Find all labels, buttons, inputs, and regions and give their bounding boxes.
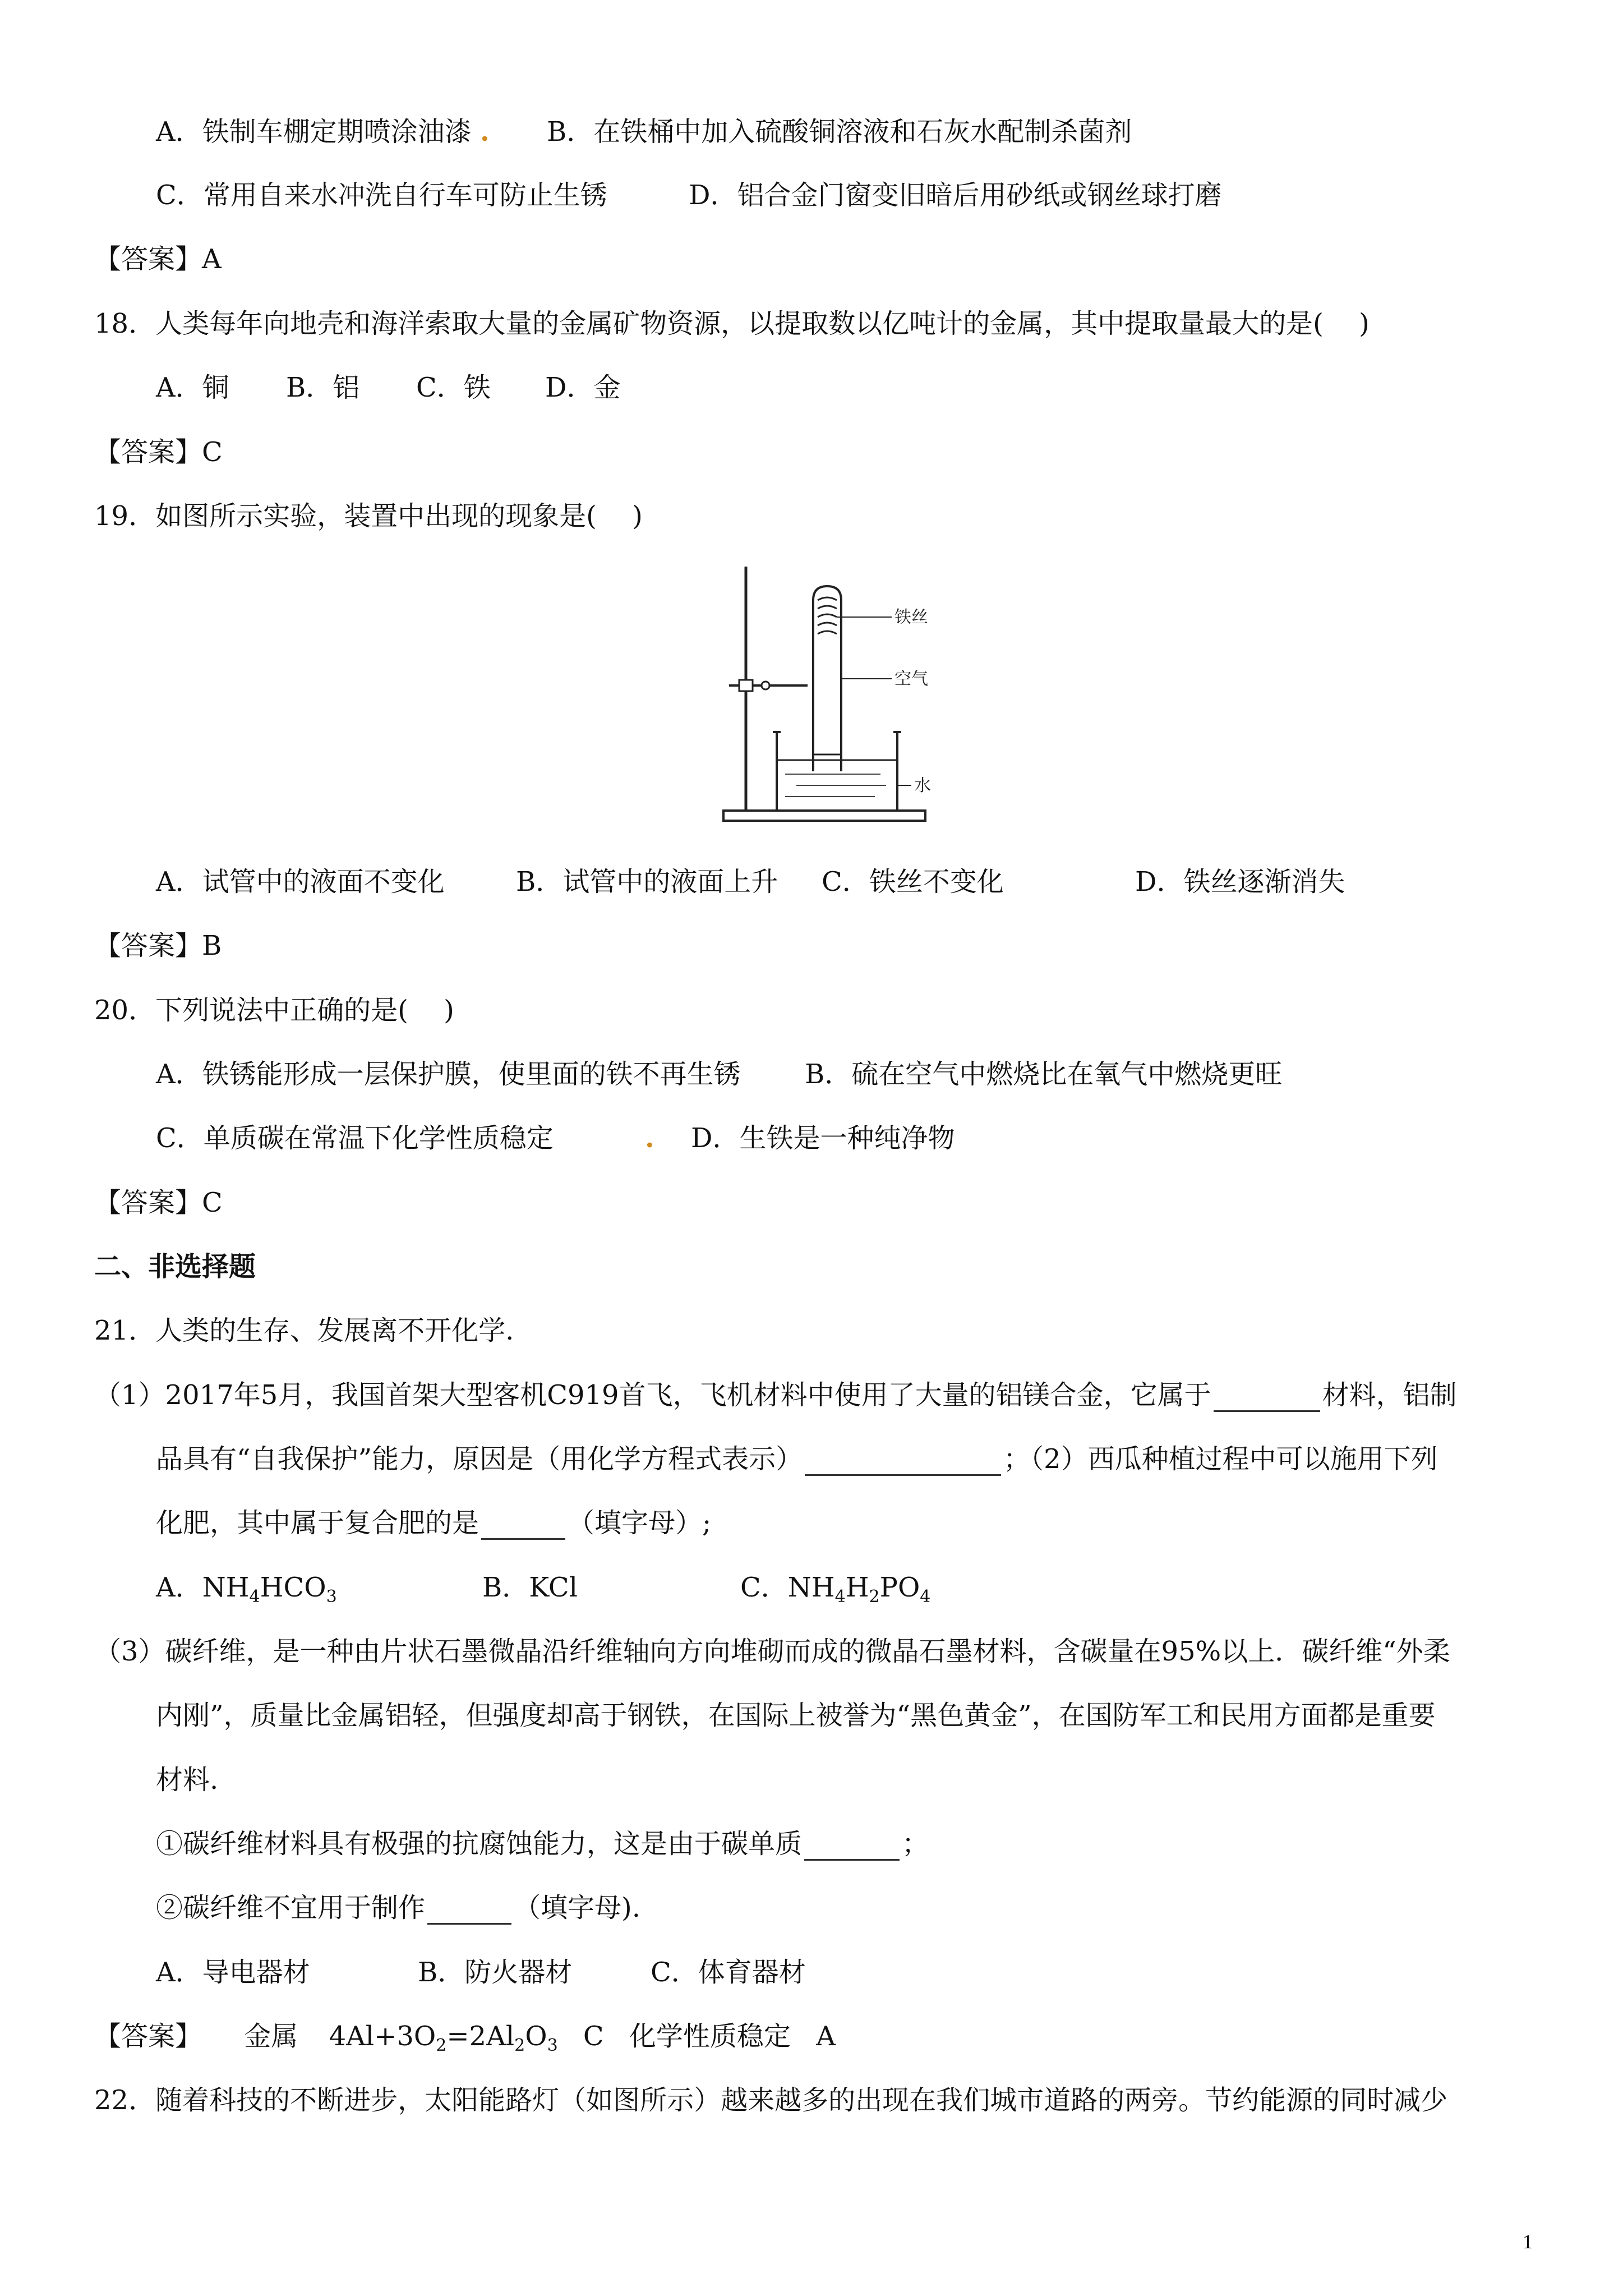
q18-option-d: D．金 [545, 372, 621, 403]
q21-option-a: A．$NH_4HCO_3$ [156, 1572, 337, 1607]
q22-stem: 22．随着科技的不断进步，太阳能路灯（如图所示）越来越多的出现在我们城市道路的两旁。节约能源的同时减少 [94, 2085, 1448, 2116]
q18-option-b: B．铝 [286, 372, 360, 403]
q20-option-d: D．生铁是一种纯净物 [691, 1122, 955, 1154]
q17-option-c: C．常用自来水冲洗自行车可防止生锈 [156, 180, 607, 211]
q21-answer: 【答案】 金属 $4Al+3O_2=2Al_2O_3$ C 化学性质稳定 A [94, 2021, 836, 2055]
answer-blank[interactable] [481, 1513, 565, 1540]
q17-answer: 【答案】A [94, 243, 222, 275]
figure-label-air: 空气 [895, 669, 928, 689]
q17-option-d: D．铝合金门窗变旧暗后用砂纸或钢丝球打磨 [689, 180, 1222, 211]
q21-option-c: C．$NH_4H_2PO_4$ [740, 1572, 931, 1607]
q18-option-c: C．铁 [416, 372, 491, 403]
q21-part1-line2: 品具有“自我保护”能力，原因是（用化学方程式表示） ；（2）西瓜种植过程中可以施用下列 [156, 1443, 1438, 1475]
q18-answer: 【答案】C [94, 436, 223, 468]
q21-part3-subq1: ①碳纤维材料具有极强的抗腐蚀能力，这是由于碳单质 ； [156, 1828, 929, 1860]
q18-stem: 18．人类每年向地壳和海洋索取大量的金属矿物资源，以提取数以亿吨计的金属，其中提取量最大的是( ) [94, 308, 1370, 339]
q21-part3-line2: 内刚”，质量比金属铝轻，但强度却高于钢铁，在国际上被誉为“黑色黄金”，在国防军工和民用方面都是重要 [156, 1700, 1436, 1731]
q20-option-c: C．单质碳在常温下化学性质稳定 [156, 1122, 554, 1154]
q19-option-d: D．铁丝逐渐消失 [1135, 866, 1345, 898]
figure-label-iron-wire: 铁丝 [895, 608, 928, 627]
q19-option-b: B．试管中的液面上升 [516, 866, 778, 898]
q17-option-b: B．在铁桶中加入硫酸铜溶液和石灰水配制杀菌剂 [547, 116, 1132, 148]
q21-option2-c: C．体育器材 [651, 1957, 806, 1988]
section-heading: 二、非选择题 [94, 1251, 256, 1282]
answer-blank[interactable] [427, 1898, 511, 1925]
q21-option2-b: B．防火器材 [418, 1957, 573, 1988]
q21-part3-line3: 材料. [156, 1764, 219, 1796]
q21-stem: 21．人类的生存、发展离不开化学. [94, 1315, 514, 1346]
q19-option-a: A．试管中的液面不变化 [156, 866, 445, 898]
q20-option-d-dot: . [645, 1122, 654, 1154]
experiment-apparatus-figure [712, 561, 970, 825]
q18-option-a: A．铜 [156, 372, 229, 403]
page-number: 1 [1523, 2230, 1533, 2253]
q19-option-c: C．铁丝不变化 [822, 866, 1004, 898]
q21-part3-subq2: ②碳纤维不宜用于制作 （填字母). [156, 1892, 641, 1924]
answer-blank[interactable] [804, 1834, 900, 1861]
answer-blank[interactable] [1214, 1386, 1320, 1412]
q21-part1-line1: （1）2017年5月，我国首架大型客机C919首飞，飞机材料中使用了大量的铝镁合金，它属于 材料，铝制 [94, 1379, 1457, 1411]
q21-option2-a: A．导电器材 [156, 1957, 310, 1988]
q20-answer: 【答案】C [94, 1187, 223, 1218]
q17-option-a: A．铁制车棚定期喷涂油漆 . [156, 116, 490, 148]
q19-stem: 19．如图所示实验，装置中出现的现象是( ) [94, 500, 643, 532]
answer-blank[interactable] [805, 1450, 1001, 1476]
q21-part3-line1: （3）碳纤维，是一种由片状石墨微晶沿纤维轴向方向堆砌而成的微晶石墨材料，含碳量在95%以上．碳纤维“外柔 [94, 1636, 1450, 1667]
q20-option-b: B．硫在空气中燃烧比在氧气中燃烧更旺 [805, 1059, 1283, 1090]
q20-stem: 20．下列说法中正确的是( ) [94, 995, 454, 1026]
q21-option-b: B．KCl [482, 1572, 578, 1603]
figure-label-water: 水 [914, 776, 931, 795]
q20-option-a: A．铁锈能形成一层保护膜，使里面的铁不再生锈 [156, 1059, 741, 1090]
q21-part1-line3: 化肥，其中属于复合肥的是 （填字母）; [156, 1507, 712, 1539]
q19-answer: 【答案】B [94, 930, 222, 961]
